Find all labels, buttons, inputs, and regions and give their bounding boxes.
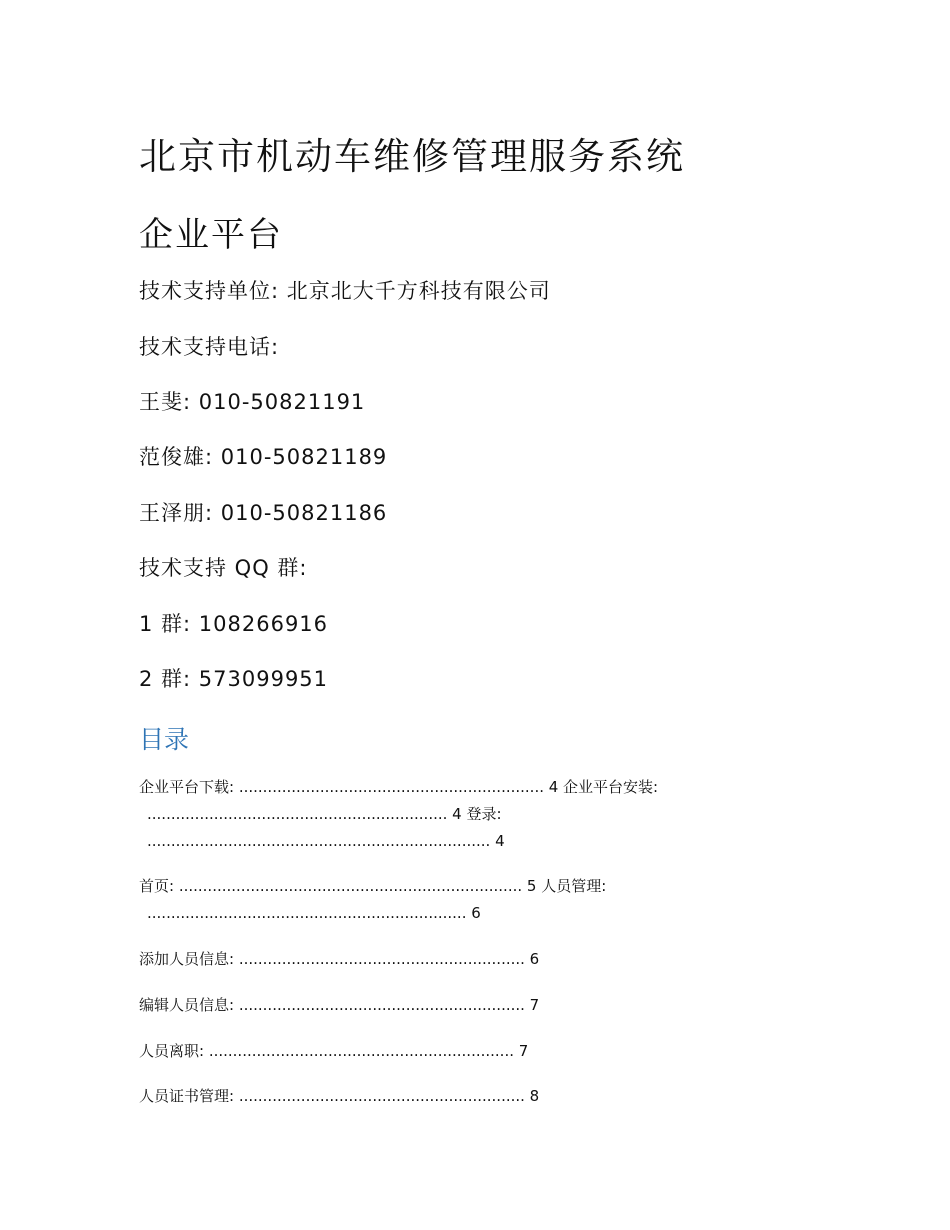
toc-entry[interactable]: 编辑人员信息: ............................................................ 7 (139, 996, 540, 1014)
contact-line: 王泽朋: 010-50821186 (139, 501, 388, 525)
document-subtitle: 企业平台 (139, 215, 283, 255)
contact-line: 王斐: 010-50821191 (139, 390, 366, 414)
toc-entry[interactable]: ................................................................... 6 (147, 904, 481, 922)
qq-group-line: 1 群: 108266916 (139, 612, 329, 636)
toc-entry[interactable]: 人员证书管理: ............................................................ 8 (139, 1087, 540, 1105)
toc-heading: 目录 (139, 725, 190, 754)
document-title: 北京市机动车维修管理服务系统 (139, 135, 685, 178)
toc-entry[interactable]: ............................................................... 4 登录: (147, 805, 502, 823)
toc-entry[interactable]: 首页: ........................................................................ 5 人员管理: (139, 877, 607, 895)
toc-entry[interactable]: ........................................................................ 4 (147, 832, 505, 850)
contact-line: 范俊雄: 010-50821189 (139, 445, 388, 469)
toc-entry[interactable]: 添加人员信息: ............................................................ 6 (139, 950, 540, 968)
toc-entry[interactable]: 企业平台下载: ................................................................ 4 企业平台安装: (139, 778, 659, 796)
qq-group-line: 2 群: 573099951 (139, 667, 329, 691)
support-phone-label: 技术支持电话: (139, 335, 280, 359)
qq-label: 技术支持 QQ 群: (139, 556, 308, 580)
support-unit: 技术支持单位: 北京北大千方科技有限公司 (139, 279, 551, 303)
toc-entry[interactable]: 人员离职: ................................................................ 7 (139, 1042, 529, 1060)
